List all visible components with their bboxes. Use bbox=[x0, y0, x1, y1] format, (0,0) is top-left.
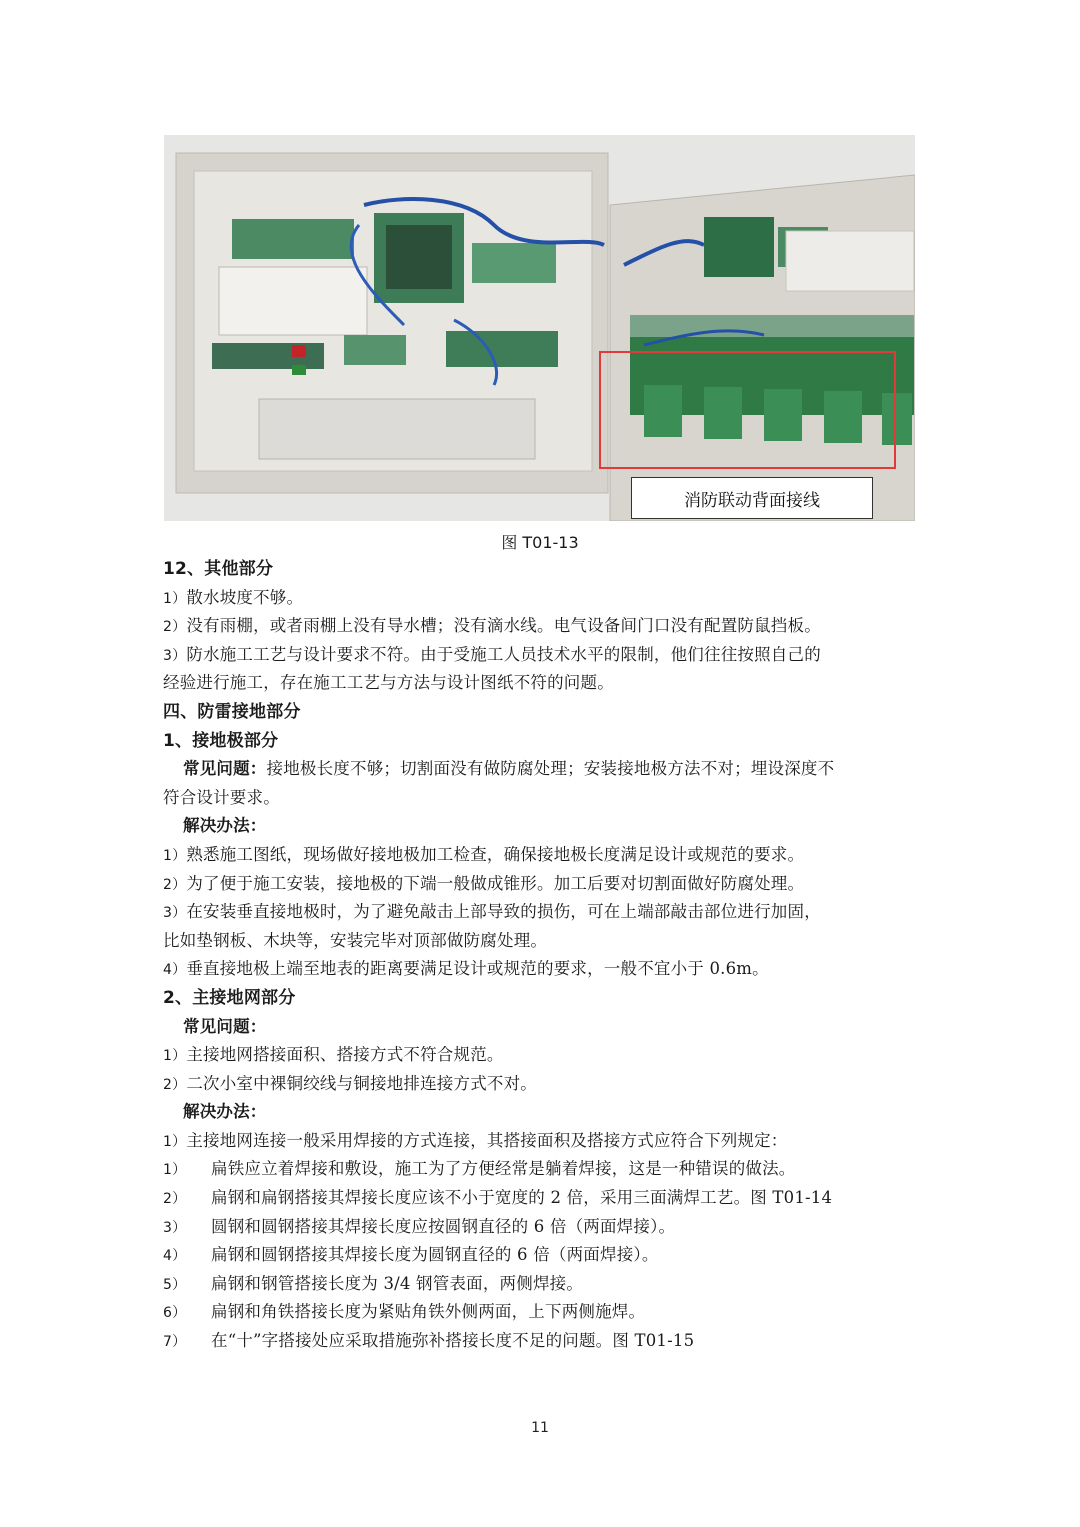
item-text: 扁钢和角铁搭接长度为紧贴角铁外侧两面，上下两侧施焊。 bbox=[211, 1302, 646, 1322]
item-text: 扁钢和扁钢搭接其焊接长度应该不小于宽度的 2 倍，采用三面满焊工艺。图 T01-14 bbox=[211, 1188, 833, 1208]
lead-paragraph bbox=[163, 812, 923, 841]
paragraph-line bbox=[163, 612, 923, 641]
photo-callout-label: 消防联动背面接线 bbox=[631, 477, 873, 519]
lead-paragraph bbox=[163, 755, 923, 784]
paragraph-text: 防水施工工艺与设计要求不符。由于受施工人员技术水平的限制，他们往往按照自己的 bbox=[186, 644, 821, 664]
item-number: 2） bbox=[163, 1191, 187, 1208]
lead-label: 解决办法： bbox=[183, 1102, 267, 1122]
lead-paragraph bbox=[163, 1013, 923, 1042]
item-number: 3） bbox=[163, 1219, 187, 1236]
numbered-item bbox=[163, 1184, 923, 1213]
paragraph-line bbox=[163, 784, 923, 813]
section-heading: 2、主接地网部分 bbox=[163, 987, 296, 1008]
item-number: 4） bbox=[163, 1248, 187, 1265]
list-prefix: 4） bbox=[163, 962, 187, 979]
lead-text: 接地极长度不够；切割面没有做防腐处理；安装接地极方法不对；埋设深度不 bbox=[266, 759, 835, 779]
paragraph-text: 比如垫钢板、木块等，安装完毕对顶部做防腐处理。 bbox=[163, 930, 548, 950]
list-prefix: 1） bbox=[163, 590, 187, 607]
section-heading: 12、其他部分 bbox=[163, 559, 274, 579]
numbered-item bbox=[163, 1213, 923, 1242]
paragraph-line bbox=[163, 927, 923, 956]
section-heading: 1、接地极部分 bbox=[163, 730, 279, 751]
item-text: 在“十”字搭接处应采取措施弥补搭接长度不足的问题。图 T01-15 bbox=[211, 1331, 695, 1351]
numbered-item bbox=[163, 1241, 923, 1270]
paragraph-text: 在安装垂直接地极时，为了避免敲击上部导致的损伤，可在上端部敲击部位进行加固， bbox=[186, 902, 821, 922]
paragraph-line bbox=[163, 1070, 923, 1099]
list-prefix: 1） bbox=[163, 1133, 187, 1150]
paragraph-line bbox=[163, 669, 923, 698]
paragraph-text: 二次小室中裸铜绞线与铜接地排连接方式不对。 bbox=[186, 1073, 538, 1093]
item-number: 5） bbox=[163, 1276, 187, 1293]
item-number: 7） bbox=[163, 1334, 187, 1351]
paragraph-line bbox=[163, 641, 923, 670]
list-prefix: 1） bbox=[163, 847, 187, 864]
paragraph-line bbox=[163, 841, 923, 870]
paragraph-text: 垂直接地极上端至地表的距离要满足设计或规范的要求，一般不宜小于 0.6m。 bbox=[186, 959, 769, 979]
document-body bbox=[163, 555, 923, 1356]
list-prefix: 3） bbox=[163, 905, 187, 922]
item-number: 1） bbox=[163, 1162, 187, 1179]
list-prefix: 1） bbox=[163, 1048, 187, 1065]
paragraph-text: 熟悉施工图纸，现场做好接地极加工检查，确保接地极长度满足设计或规范的要求。 bbox=[186, 844, 805, 864]
section-heading: 四、防雷接地部分 bbox=[163, 701, 301, 722]
item-text: 圆钢和圆钢搭接其焊接长度应按圆钢直径的 6 倍（两面焊接）。 bbox=[211, 1216, 676, 1236]
list-prefix: 2） bbox=[163, 876, 187, 893]
lead-paragraph bbox=[163, 1098, 923, 1127]
paragraph-text: 散水坡度不够。 bbox=[186, 587, 304, 607]
paragraph-text: 经验进行施工，存在施工工艺与方法与设计图纸不符的问题。 bbox=[163, 673, 614, 693]
paragraph-line bbox=[163, 1127, 923, 1156]
numbered-item bbox=[163, 1155, 923, 1184]
list-prefix: 3） bbox=[163, 647, 187, 664]
item-text: 扁钢和圆钢搭接其焊接长度为圆钢直径的 6 倍（两面焊接）。 bbox=[211, 1245, 659, 1265]
paragraph-line bbox=[163, 898, 923, 927]
paragraph-text: 为了便于施工安装，接地极的下端一般做成锥形。加工后要对切割面做好防腐处理。 bbox=[186, 873, 805, 893]
list-prefix: 2） bbox=[163, 619, 187, 636]
numbered-item bbox=[163, 1327, 923, 1356]
cabinet-illustration bbox=[164, 135, 915, 521]
figure-caption: 图 T01-13 bbox=[501, 533, 579, 552]
paragraph-text: 没有雨棚，或者雨棚上没有导水槽；没有滴水线。电气设备间门口没有配置防鼠挡板。 bbox=[186, 616, 821, 636]
item-text: 扁钢和钢管搭接长度为 3/4 钢管表面，两侧焊接。 bbox=[211, 1273, 584, 1293]
paragraph-text: 符合设计要求。 bbox=[163, 787, 280, 807]
paragraph-line bbox=[163, 870, 923, 899]
paragraph-line bbox=[163, 955, 923, 984]
numbered-item bbox=[163, 1270, 923, 1299]
lead-label: 解决办法： bbox=[183, 816, 267, 836]
paragraph-text: 主接地网搭接面积、搭接方式不符合规范。 bbox=[186, 1045, 504, 1065]
list-prefix: 2） bbox=[163, 1076, 187, 1093]
paragraph-line bbox=[163, 584, 923, 613]
cabinet-photo bbox=[164, 135, 915, 521]
item-number: 6） bbox=[163, 1305, 187, 1322]
page-number: 11 bbox=[531, 1420, 549, 1436]
paragraph-line bbox=[163, 1041, 923, 1070]
lead-label: 常见问题： bbox=[183, 1016, 267, 1036]
item-text: 扁铁应立着焊接和敷设，施工为了方便经常是躺着焊接，这是一种错误的做法。 bbox=[211, 1159, 796, 1179]
lead-label: 常见问题： bbox=[183, 759, 267, 779]
numbered-item bbox=[163, 1298, 923, 1327]
paragraph-text: 主接地网连接一般采用焊接的方式连接，其搭接面积及搭接方式应符合下列规定： bbox=[186, 1130, 788, 1150]
